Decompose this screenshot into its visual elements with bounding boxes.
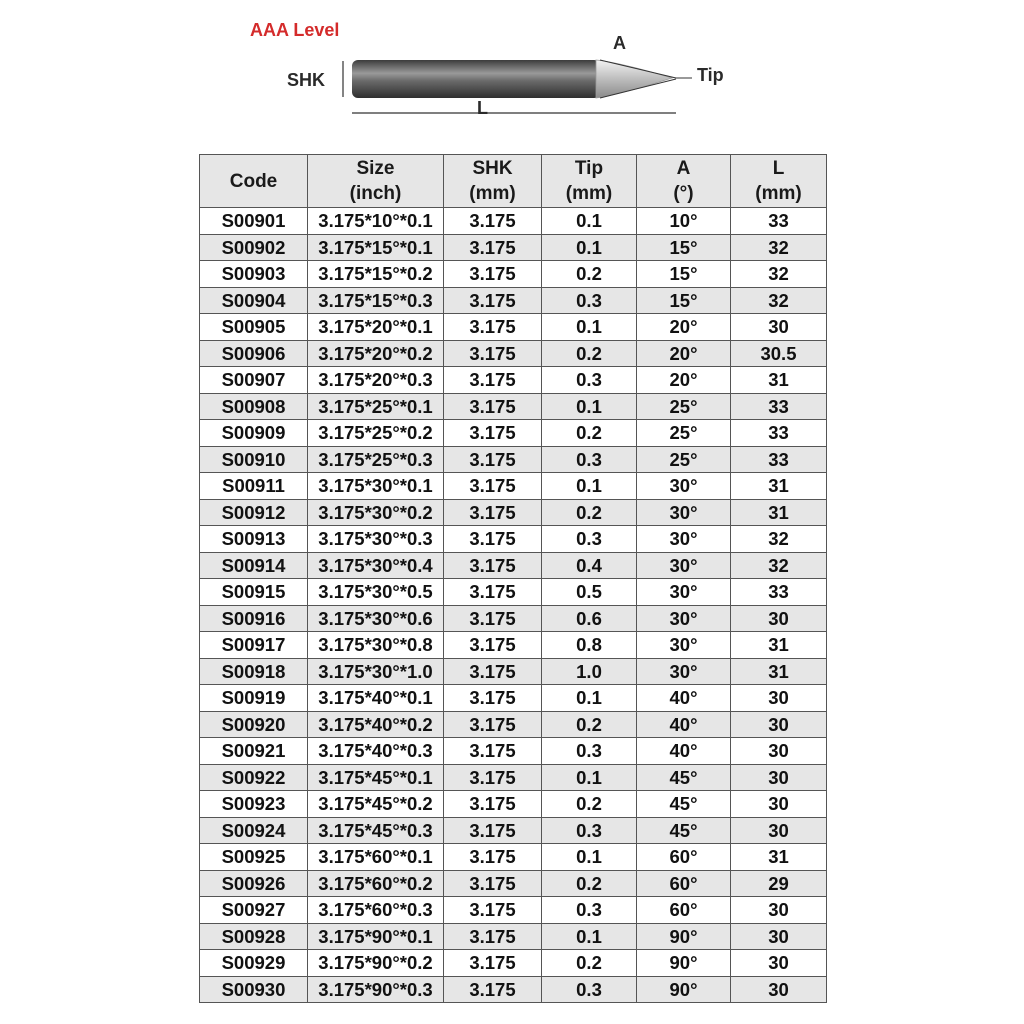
tool-shank [352,60,600,98]
cell-length: 32 [731,261,827,288]
cell-angle: 30° [637,552,731,579]
cell-angle: 25° [637,446,731,473]
cell-tip: 0.2 [542,791,637,818]
cell-angle: 60° [637,844,731,871]
table-row [200,473,827,500]
cell-code: S00905 [200,314,308,341]
cell-length: 33 [731,420,827,447]
table-row [200,340,827,367]
cell-shk: 3.175 [444,870,542,897]
cell-code: S00906 [200,340,308,367]
cell-tip: 0.1 [542,314,637,341]
cell-angle: 90° [637,950,731,977]
table-row [200,287,827,314]
cell-size: 3.175*60°*0.3 [308,897,444,924]
table-header-row [200,155,827,208]
cell-tip: 0.2 [542,420,637,447]
cell-shk: 3.175 [444,446,542,473]
cell-tip: 0.2 [542,711,637,738]
cell-code: S00924 [200,817,308,844]
tool-cone-tip [596,60,672,98]
cell-length: 30 [731,976,827,1003]
cell-code: S00913 [200,526,308,553]
cell-code: S00917 [200,632,308,659]
cell-tip: 0.3 [542,526,637,553]
cell-code: S00927 [200,897,308,924]
cell-code: S00911 [200,473,308,500]
cell-tip: 0.1 [542,234,637,261]
cell-size: 3.175*40°*0.3 [308,738,444,765]
cell-shk: 3.175 [444,499,542,526]
cell-code: S00926 [200,870,308,897]
cell-angle: 40° [637,711,731,738]
cell-tip: 0.3 [542,976,637,1003]
cell-length: 32 [731,234,827,261]
cell-size: 3.175*30°*0.8 [308,632,444,659]
cell-tip: 0.5 [542,579,637,606]
table-row [200,950,827,977]
cell-tip: 0.1 [542,393,637,420]
cell-tip: 1.0 [542,658,637,685]
cell-shk: 3.175 [444,552,542,579]
cell-size: 3.175*90°*0.1 [308,923,444,950]
cell-length: 29 [731,870,827,897]
cell-length: 30 [731,685,827,712]
spec-table [199,154,827,1003]
cell-angle: 90° [637,976,731,1003]
table-row [200,605,827,632]
cell-shk: 3.175 [444,314,542,341]
cell-size: 3.175*20°*0.1 [308,314,444,341]
cell-tip: 0.3 [542,446,637,473]
cell-angle: 30° [637,473,731,500]
cell-code: S00908 [200,393,308,420]
cell-shk: 3.175 [444,950,542,977]
cell-tip: 0.3 [542,738,637,765]
cell-angle: 10° [637,208,731,235]
cell-angle: 15° [637,234,731,261]
table-row [200,764,827,791]
table-row [200,632,827,659]
angle-label: A [613,33,626,53]
cell-length: 30 [731,605,827,632]
cell-code: S00909 [200,420,308,447]
cell-code: S00925 [200,844,308,871]
table-row [200,420,827,447]
cell-shk: 3.175 [444,738,542,765]
cell-code: S00928 [200,923,308,950]
cell-shk: 3.175 [444,605,542,632]
cell-code: S00910 [200,446,308,473]
level-label: AAA Level [250,20,340,40]
cell-size: 3.175*30°*0.4 [308,552,444,579]
cell-length: 33 [731,208,827,235]
cell-length: 31 [731,844,827,871]
cell-length: 33 [731,579,827,606]
cell-size: 3.175*40°*0.2 [308,711,444,738]
cell-tip: 0.6 [542,605,637,632]
cell-size: 3.175*25°*0.3 [308,446,444,473]
table-row [200,499,827,526]
cell-code: S00901 [200,208,308,235]
cell-length: 30 [731,314,827,341]
cell-size: 3.175*20°*0.3 [308,367,444,394]
cell-tip: 0.1 [542,473,637,500]
cell-size: 3.175*30°*0.1 [308,473,444,500]
table-row [200,393,827,420]
cell-size: 3.175*25°*0.2 [308,420,444,447]
cell-shk: 3.175 [444,844,542,871]
cell-length: 31 [731,367,827,394]
table-row [200,897,827,924]
cell-size: 3.175*60°*0.1 [308,844,444,871]
cell-shk: 3.175 [444,340,542,367]
cell-tip: 0.2 [542,499,637,526]
cell-size: 3.175*45°*0.2 [308,791,444,818]
cell-code: S00916 [200,605,308,632]
cell-code: S00903 [200,261,308,288]
cell-code: S00918 [200,658,308,685]
cell-size: 3.175*60°*0.2 [308,870,444,897]
tool-drawing [0,0,1024,140]
cell-shk: 3.175 [444,367,542,394]
table-row [200,367,827,394]
cell-size: 3.175*30°*0.3 [308,526,444,553]
cell-angle: 45° [637,817,731,844]
cell-tip: 0.3 [542,897,637,924]
cell-length: 30 [731,923,827,950]
table-row [200,261,827,288]
cell-length: 30 [731,817,827,844]
cell-shk: 3.175 [444,764,542,791]
cell-tip: 0.2 [542,870,637,897]
header-code: Code [200,155,308,208]
cell-tip: 0.3 [542,287,637,314]
cell-length: 31 [731,473,827,500]
cell-shk: 3.175 [444,261,542,288]
cell-length: 31 [731,658,827,685]
cell-angle: 20° [637,314,731,341]
cell-tip: 0.2 [542,950,637,977]
cell-code: S00923 [200,791,308,818]
cell-code: S00922 [200,764,308,791]
cell-length: 30 [731,791,827,818]
cell-angle: 25° [637,420,731,447]
table-row [200,844,827,871]
cell-length: 30 [731,764,827,791]
cell-shk: 3.175 [444,658,542,685]
cell-angle: 30° [637,605,731,632]
cell-size: 3.175*90°*0.3 [308,976,444,1003]
cell-size: 3.175*10°*0.1 [308,208,444,235]
cell-code: S00929 [200,950,308,977]
cell-angle: 15° [637,261,731,288]
cell-shk: 3.175 [444,579,542,606]
header-tip: Tip (mm) [542,155,637,208]
cell-tip: 0.2 [542,261,637,288]
table-row [200,976,827,1003]
header-shk: SHK (mm) [444,155,542,208]
cell-code: S00930 [200,976,308,1003]
cell-size: 3.175*25°*0.1 [308,393,444,420]
cell-length: 31 [731,632,827,659]
cell-shk: 3.175 [444,287,542,314]
cell-shk: 3.175 [444,632,542,659]
cell-angle: 15° [637,287,731,314]
cell-length: 30 [731,897,827,924]
cell-size: 3.175*15°*0.1 [308,234,444,261]
cell-angle: 45° [637,791,731,818]
table-body [200,208,827,1003]
cell-shk: 3.175 [444,393,542,420]
cell-code: S00915 [200,579,308,606]
cell-length: 31 [731,499,827,526]
cell-tip: 0.1 [542,685,637,712]
table-row [200,234,827,261]
cell-code: S00919 [200,685,308,712]
cell-shk: 3.175 [444,473,542,500]
table-row [200,208,827,235]
cell-angle: 60° [637,897,731,924]
engraving-bit-diagram [0,0,1024,140]
cell-tip: 0.2 [542,340,637,367]
length-label: L [477,98,488,118]
table-row [200,923,827,950]
cell-angle: 45° [637,764,731,791]
table-row [200,791,827,818]
cell-tip: 0.1 [542,923,637,950]
table-row [200,526,827,553]
table-row [200,738,827,765]
cell-length: 32 [731,287,827,314]
header-angle: A (°) [637,155,731,208]
cell-size: 3.175*15°*0.3 [308,287,444,314]
cell-shk: 3.175 [444,526,542,553]
cell-angle: 30° [637,526,731,553]
cell-angle: 20° [637,340,731,367]
cell-code: S00912 [200,499,308,526]
cell-length: 32 [731,526,827,553]
cell-angle: 30° [637,579,731,606]
cell-size: 3.175*45°*0.3 [308,817,444,844]
cell-tip: 0.4 [542,552,637,579]
cell-length: 30 [731,738,827,765]
cell-shk: 3.175 [444,817,542,844]
table-row [200,314,827,341]
cell-tip: 0.3 [542,817,637,844]
table-row [200,579,827,606]
table-row [200,658,827,685]
table-row [200,711,827,738]
cell-angle: 20° [637,367,731,394]
cell-angle: 60° [637,870,731,897]
cell-tip: 0.3 [542,367,637,394]
cell-angle: 25° [637,393,731,420]
cell-angle: 40° [637,685,731,712]
cell-code: S00920 [200,711,308,738]
cell-length: 32 [731,552,827,579]
cell-shk: 3.175 [444,685,542,712]
cell-size: 3.175*20°*0.2 [308,340,444,367]
cell-angle: 30° [637,658,731,685]
cell-size: 3.175*15°*0.2 [308,261,444,288]
cell-size: 3.175*30°*1.0 [308,658,444,685]
cell-tip: 0.1 [542,844,637,871]
header-size: Size (inch) [308,155,444,208]
cell-shk: 3.175 [444,923,542,950]
cell-length: 33 [731,446,827,473]
cell-shk: 3.175 [444,208,542,235]
shk-label: SHK [287,70,326,90]
cell-angle: 30° [637,632,731,659]
cell-angle: 40° [637,738,731,765]
cell-length: 30 [731,950,827,977]
cell-angle: 90° [637,923,731,950]
cell-code: S00907 [200,367,308,394]
cell-length: 33 [731,393,827,420]
cell-shk: 3.175 [444,897,542,924]
cell-size: 3.175*30°*0.2 [308,499,444,526]
header-length: L (mm) [731,155,827,208]
table-row [200,870,827,897]
cell-size: 3.175*30°*0.5 [308,579,444,606]
cell-size: 3.175*40°*0.1 [308,685,444,712]
cell-size: 3.175*30°*0.6 [308,605,444,632]
table-row [200,446,827,473]
cell-length: 30.5 [731,340,827,367]
cell-shk: 3.175 [444,976,542,1003]
cell-code: S00902 [200,234,308,261]
cell-code: S00914 [200,552,308,579]
cell-shk: 3.175 [444,420,542,447]
cell-tip: 0.8 [542,632,637,659]
cell-shk: 3.175 [444,791,542,818]
tip-label: Tip [697,65,724,85]
table-row [200,817,827,844]
cell-size: 3.175*45°*0.1 [308,764,444,791]
cell-angle: 30° [637,499,731,526]
cell-tip: 0.1 [542,764,637,791]
cell-size: 3.175*90°*0.2 [308,950,444,977]
table-row [200,685,827,712]
cell-shk: 3.175 [444,711,542,738]
cell-length: 30 [731,711,827,738]
cell-code: S00904 [200,287,308,314]
cell-code: S00921 [200,738,308,765]
cell-shk: 3.175 [444,234,542,261]
table-row [200,552,827,579]
cell-tip: 0.1 [542,208,637,235]
